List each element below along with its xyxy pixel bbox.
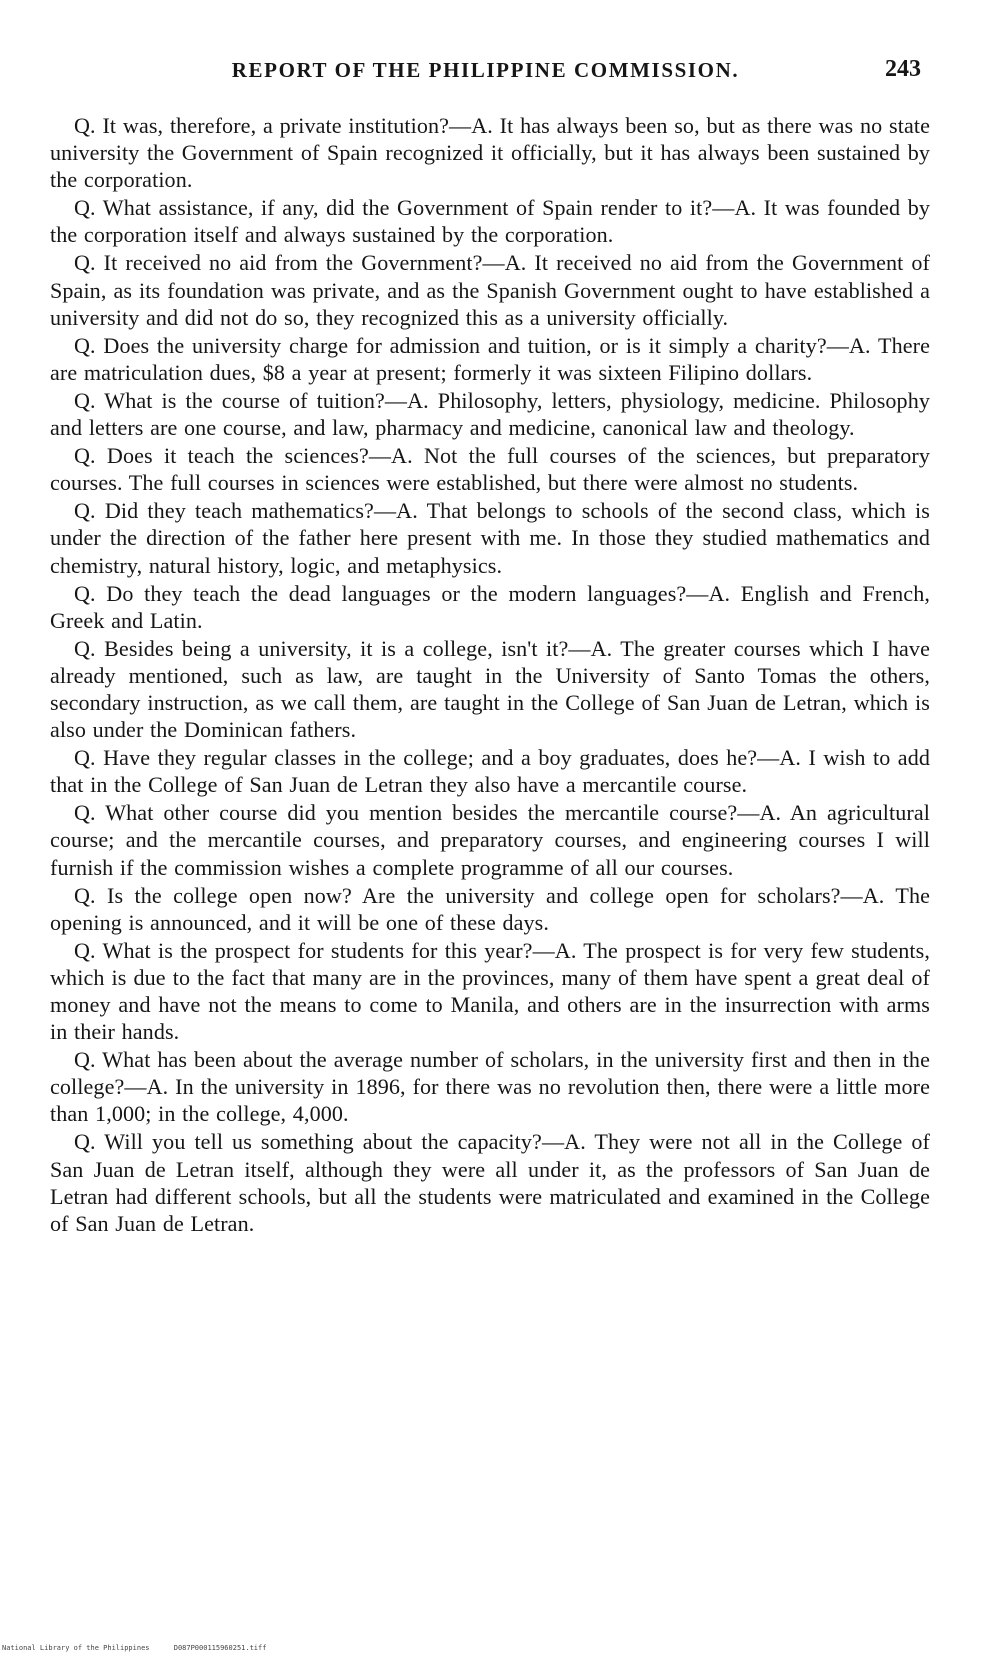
paragraph-10: Q. Have they regular classes in the college; and a boy graduates, does he?—A. I wish to add that in the College of San Juan de Letran they also have a mercantile course. — [50, 745, 930, 798]
paragraph-7: Q. Did they teach mathematics?—A. That belongs to schools of the second class, which is under the direction of the father here present with me. In those they studied mathematics and chemistry, natural history, logic, and metaphysics. — [50, 498, 930, 578]
paragraph-8: Q. Do they teach the dead languages or the modern languages?—A. English and French, Greek and Latin. — [50, 580, 930, 633]
body-text — [50, 112, 930, 1238]
running-title: REPORT OF THE PHILIPPINE COMMISSION. — [231, 58, 740, 82]
paragraph-4: Q. Does the university charge for admission and tuition, or is it simply a charity?—A. There are matriculation dues, $8 a year at present; formerly it was sixteen Filipino dollars. — [50, 332, 930, 385]
page-number: 243 — [885, 56, 921, 82]
paragraph-3: Q. It received no aid from the Government?—A. It received no aid from the Government of Spain, as its foundation was private, and as the Spanish Government ought to have established a university and did not do so, they recognized this as a university officially. — [50, 250, 930, 330]
paragraph-5: Q. What is the course of tuition?—A. Philosophy, letters, physiology, medicine. Philosophy and letters are one course, and law, pharmacy and medicine, canonical law and theology. — [50, 387, 930, 441]
paragraph-6: Q. Does it teach the sciences?—A. Not the full courses of the sciences, but preparatory courses. The full courses in sciences were established, but there were almost no students. — [50, 443, 930, 496]
scan-footer — [2, 1644, 266, 1652]
page-header — [50, 58, 921, 88]
footer-file: D087P000115960251.tiff — [173, 1644, 267, 1652]
paragraph-14: Q. What has been about the average number of scholars, in the university first and then in the college?—A. In the university in 1896, for there was no revolution then, there were a little more than 1,000; in the college, 4,000. — [50, 1047, 930, 1127]
footer-source: National Library of the Philippines — [2, 1644, 150, 1652]
paragraph-13: Q. What is the prospect for students for this year?—A. The prospect is for very few students, which is due to the fact that many are in the provinces, many of them have spent a great deal of money and have not the means to come to Manila, and others are in the insurrection with arms in their hands. — [50, 937, 930, 1045]
paragraph-12: Q. Is the college open now? Are the university and college open for scholars?—A. The opening is announced, and it will be one of these days. — [50, 882, 930, 935]
paragraph-2: Q. What assistance, if any, did the Government of Spain render to it?—A. It was founded by the corporation itself and always sustained by the corporation. — [50, 195, 930, 248]
paragraph-15: Q. Will you tell us something about the capacity?—A. They were not all in the College of San Juan de Letran itself, although they were all under it, as the professors of San Juan de Letran had different schools, but all the students were matriculated and examined in the College of San Juan de Letran. — [50, 1129, 930, 1236]
paragraph-11: Q. What other course did you mention besides the mercantile course?—A. An agricultural course; and the mercantile courses, and preparatory courses, and engineering courses I will furnish if the commission wishes a complete programme of all our courses. — [50, 800, 930, 880]
paragraph-1: Q. It was, therefore, a private institution?—A. It has always been so, but as there was no state university the Government of Spain recognized it officially, but it has always been sustained by the corporation. — [50, 113, 930, 193]
paragraph-9: Q. Besides being a university, it is a college, isn't it?—A. The greater courses which I have already mentioned, such as law, are taught in the University of Santo Tomas the others, secondary instruction, as we call them, are taught in the College of San Juan de Letran, which is also under the Dominican fathers. — [50, 635, 930, 743]
